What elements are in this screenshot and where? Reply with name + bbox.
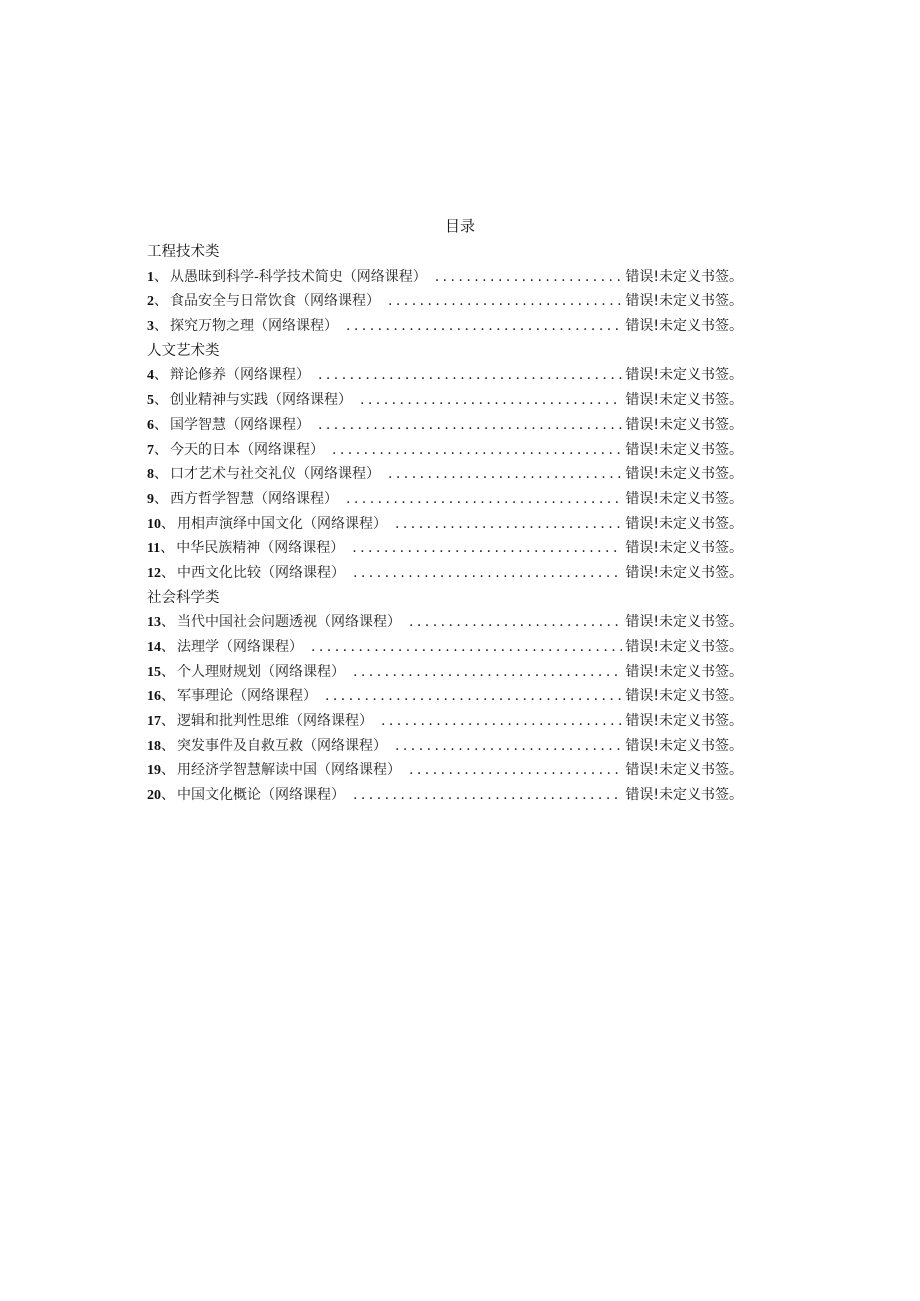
entry-number: 15 — [147, 664, 161, 680]
entry-label[interactable]: 个人理财规划（网络课程） — [177, 663, 345, 680]
entry-label[interactable]: 食品安全与日常饮食（网络课程） — [170, 293, 380, 310]
entry-page-ref: 错误!未定义书签。 — [625, 466, 743, 483]
entry-number: 1 — [147, 269, 154, 285]
toc-entry[interactable] — [147, 265, 743, 290]
toc-entry[interactable] — [147, 289, 743, 314]
entry-label[interactable]: 突发事件及自救互救（网络课程） — [177, 737, 387, 754]
dot-leader — [435, 265, 623, 290]
entry-page-ref: 错误!未定义书签。 — [625, 293, 743, 310]
toc-entry[interactable] — [147, 512, 743, 537]
entry-label[interactable]: 中华民族精神（网络课程） — [176, 540, 345, 557]
dot-leader — [409, 610, 622, 635]
entry-separator: 、 — [161, 787, 175, 804]
entry-separator: 、 — [161, 564, 175, 581]
entry-label[interactable]: 中国文化概论（网络课程） — [177, 787, 345, 804]
entry-number: 2 — [147, 294, 154, 310]
toc-entry[interactable] — [147, 660, 743, 685]
entry-number: 10 — [147, 516, 161, 532]
entry-separator: 、 — [154, 441, 168, 458]
entry-label[interactable]: 军事理论（网络课程） — [177, 688, 317, 705]
entry-number: 19 — [147, 763, 161, 779]
dot-leader — [395, 512, 622, 537]
entry-page-ref: 错误!未定义书签。 — [625, 663, 743, 680]
entry-separator: 、 — [154, 490, 168, 507]
toc-entry[interactable] — [147, 684, 743, 709]
entry-label[interactable]: 逻辑和批判性思维（网络课程） — [177, 713, 373, 730]
entry-number: 7 — [147, 442, 154, 458]
entry-label[interactable]: 辩论修养（网络课程） — [170, 367, 310, 384]
entry-separator: 、 — [161, 639, 175, 655]
entry-number: 6 — [147, 417, 154, 433]
toc-entry[interactable] — [147, 363, 743, 388]
entry-separator: 、 — [161, 737, 175, 754]
entry-page-ref: 错误!未定义书签。 — [625, 318, 743, 335]
dot-leader — [318, 413, 622, 438]
entry-page-ref: 错误!未定义书签。 — [625, 515, 743, 532]
entry-number: 17 — [147, 714, 161, 730]
dot-leader — [388, 462, 622, 487]
entry-separator: 、 — [154, 268, 168, 285]
dot-leader — [318, 363, 622, 388]
entry-separator: 、 — [161, 713, 175, 730]
entry-number: 16 — [147, 689, 161, 705]
entry-separator: 、 — [161, 663, 175, 680]
toc-entry[interactable] — [147, 758, 743, 783]
entry-number: 8 — [147, 467, 154, 483]
entry-label[interactable]: 中西文化比较（网络课程） — [177, 564, 345, 581]
entry-number: 11 — [147, 541, 161, 557]
entry-number: 3 — [147, 319, 154, 335]
entry-page-ref: 错误!未定义书签。 — [625, 787, 743, 804]
entry-separator: 、 — [161, 614, 175, 631]
entry-page-ref: 错误!未定义书签。 — [625, 540, 743, 557]
toc-section-heading: 人文艺术类 — [147, 342, 220, 359]
entry-label[interactable]: 当代中国社会问题透视（网络课程） — [177, 614, 401, 631]
dot-leader — [353, 783, 622, 808]
toc-entry[interactable] — [147, 462, 743, 487]
entry-label[interactable]: 从愚昧到科学-科学技术简史（网络课程） — [170, 268, 427, 285]
dot-leader — [409, 758, 622, 783]
entry-separator: 、 — [154, 318, 168, 335]
entry-number: 5 — [147, 393, 154, 409]
dot-leader — [325, 684, 622, 709]
entry-page-ref: 错误!未定义书签。 — [625, 490, 743, 507]
toc-entry[interactable] — [147, 413, 743, 438]
entry-number: 13 — [147, 615, 161, 631]
entry-number: 14 — [147, 640, 161, 655]
entry-separator: 、 — [154, 466, 168, 483]
entry-page-ref: 错误!未定义书签。 — [625, 392, 743, 409]
entry-number: 18 — [147, 738, 161, 754]
entry-separator: 、 — [154, 416, 168, 433]
entry-separator: 、 — [161, 688, 175, 705]
dot-leader — [352, 536, 622, 561]
entry-label[interactable]: 探究万物之理（网络课程） — [170, 318, 338, 335]
entry-number: 12 — [147, 565, 161, 581]
entry-label[interactable]: 口才艺术与社交礼仪（网络课程） — [170, 466, 380, 483]
entry-label[interactable]: 今天的日本（网络课程） — [170, 441, 324, 458]
toc-entry[interactable] — [147, 438, 743, 463]
toc-entry[interactable] — [147, 635, 743, 660]
table-of-contents — [147, 240, 743, 808]
toc-entry[interactable] — [147, 487, 743, 512]
entry-separator: 、 — [154, 392, 168, 409]
toc-entry[interactable] — [147, 388, 743, 413]
entry-label[interactable]: 创业精神与实践（网络课程） — [170, 392, 352, 409]
entry-page-ref: 错误!未定义书签。 — [625, 564, 743, 581]
dot-leader — [332, 438, 622, 463]
entry-page-ref: 错误!未定义书签。 — [625, 639, 743, 655]
toc-entry[interactable] — [147, 709, 743, 734]
entry-page-ref: 错误!未定义书签。 — [625, 614, 743, 631]
toc-entry[interactable] — [147, 314, 743, 339]
entry-label[interactable]: 用经济学智慧解读中国（网络课程） — [177, 762, 401, 779]
toc-entry[interactable] — [147, 734, 743, 759]
entry-number: 9 — [147, 491, 154, 507]
dot-leader — [395, 734, 622, 759]
toc-section-heading: 社会科学类 — [147, 589, 220, 606]
entry-separator: 、 — [161, 762, 175, 779]
entry-page-ref: 错误!未定义书签。 — [625, 713, 743, 730]
entry-separator: 、 — [154, 367, 168, 384]
toc-entry[interactable] — [147, 610, 743, 635]
dot-leader — [353, 660, 622, 685]
dot-leader — [311, 635, 622, 660]
toc-title: 目录 — [444, 217, 475, 235]
entry-separator: 、 — [161, 515, 175, 532]
entry-page-ref: 错误!未定义书签。 — [625, 268, 743, 285]
entry-separator: 、 — [160, 540, 175, 557]
entry-label[interactable]: 法理学（网络课程） — [177, 639, 303, 655]
entry-separator: 、 — [154, 293, 168, 310]
entry-number: 20 — [147, 788, 161, 804]
toc-section-heading: 工程技术类 — [147, 244, 220, 260]
entry-page-ref: 错误!未定义书签。 — [625, 688, 743, 705]
toc-entry[interactable] — [147, 561, 743, 586]
entry-label[interactable]: 西方哲学智慧（网络课程） — [170, 490, 338, 507]
toc-entry[interactable] — [147, 536, 743, 561]
dot-leader — [346, 314, 622, 339]
entry-page-ref: 错误!未定义书签。 — [625, 762, 743, 779]
dot-leader — [381, 709, 622, 734]
toc-entry[interactable] — [147, 783, 743, 808]
dot-leader — [353, 561, 622, 586]
dot-leader — [360, 388, 622, 413]
entry-page-ref: 错误!未定义书签。 — [625, 416, 743, 433]
dot-leader — [388, 289, 622, 314]
entry-label[interactable]: 国学智慧（网络课程） — [170, 416, 310, 433]
entry-number: 4 — [147, 368, 154, 384]
entry-page-ref: 错误!未定义书签。 — [625, 737, 743, 754]
entry-page-ref: 错误!未定义书签。 — [625, 367, 743, 384]
entry-page-ref: 错误!未定义书签。 — [625, 441, 743, 458]
dot-leader — [346, 487, 622, 512]
entry-label[interactable]: 用相声演绎中国文化（网络课程） — [177, 515, 387, 532]
